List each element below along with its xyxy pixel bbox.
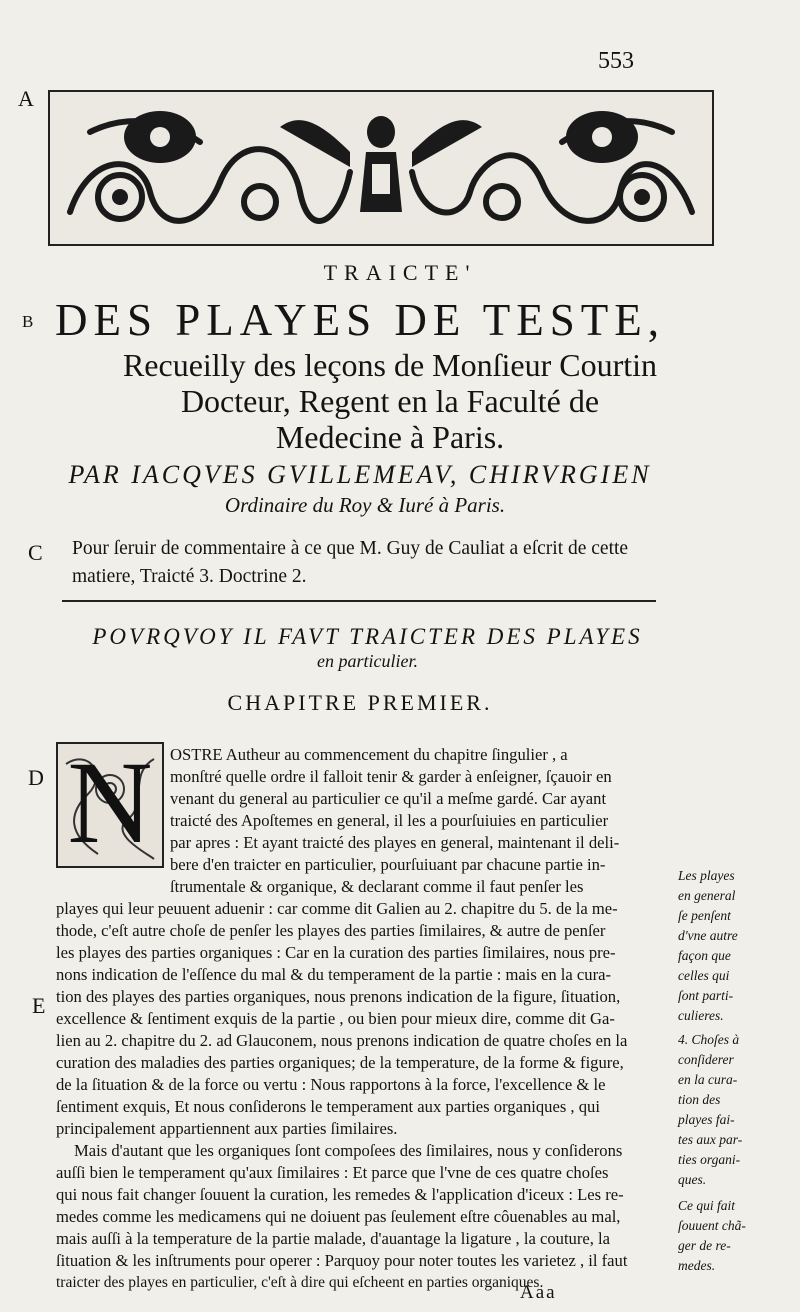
text-line: principalement appartiennent aux parties ſimilaires. <box>56 1119 398 1138</box>
side-note: medes. <box>678 1258 716 1273</box>
commentary-note-line-2: matiere, Traicté 3. Doctrine 2. <box>72 566 307 587</box>
text-line: playes qui leur peuuent aduenir : car comme dit Galien au 2. chapitre du 5. de la me- <box>56 899 618 918</box>
side-note: ſont parti- <box>678 988 734 1003</box>
text-line: tion des playes des parties organiques, nous prenons indication de la figure, ſituation, <box>56 987 621 1006</box>
side-note: ties organi- <box>678 1152 741 1167</box>
side-note: playes fai- <box>678 1112 735 1127</box>
author-line: PAR IACQVES GVILLEMEAV, CHIRVRGIEN <box>68 460 652 489</box>
margin-letter-a: A <box>18 86 34 111</box>
title-small: TRAICTE' <box>323 260 477 285</box>
side-note: d'vne autre <box>678 928 738 943</box>
subtitle-line-2: Docteur, Regent en la Faculté de <box>180 383 600 419</box>
chapter-heading: POVRQVOY IL FAVT TRAICTER DES PLAYES <box>92 624 643 649</box>
side-note: ſe penſent <box>678 908 731 923</box>
signature-mark: Aaa <box>520 1282 557 1303</box>
text-line: nons indication de l'eſſence du mal & du temperament de la partie : mais en la cura- <box>56 965 611 984</box>
subtitle-line-3: Medecine à Paris. <box>275 419 505 455</box>
text-line: ſentiment exquis, Et nous conſiderons le temperament aux parties organiques , qui <box>56 1097 600 1116</box>
initial-letter: N <box>67 742 153 868</box>
side-note: ger de re- <box>678 1238 731 1253</box>
side-note: façon que <box>678 948 731 963</box>
side-note: en general <box>678 888 736 903</box>
text-line: traicté des Apoſtemes en general, il les a pourſuiuies en particulier <box>170 811 609 830</box>
text-line: qui nous fait changer ſouuent la curation, les remedes & l'application d'iceux : Les re- <box>56 1185 624 1204</box>
side-note: ſouuent chã- <box>678 1218 746 1233</box>
page-number: 553 <box>598 48 634 74</box>
text-line: ſituation & les inſtruments pour operer : Parquoy pour noter toutes les varietez , il faut <box>56 1251 628 1270</box>
text-line: Mais d'autant que les organiques ſont compoſees des ſimilaires, nous y conſiderons <box>74 1141 623 1160</box>
side-note: 4. Choſes à <box>678 1032 740 1047</box>
decorated-initial <box>56 742 164 868</box>
text-line: medes comme les medicamens qui ne doiuent pas ſeulement eſtre côuenables au mal, <box>56 1207 621 1226</box>
side-note: tion des <box>678 1092 721 1107</box>
text-line: ſtrumentale & organique, & declarant comme il faut penſer les <box>170 877 584 896</box>
subtitle-line-1: Recueilly des leçons de Monſieur Courtin <box>122 347 658 383</box>
text-line: excellence & ſentiment exquis de la partie , ou bien pour mieux dire, comme dit Ga- <box>56 1009 615 1028</box>
margin-letter-c: C <box>28 540 43 565</box>
chapter-title: CHAPITRE PREMIER. <box>227 690 493 715</box>
chapter-heading-sub: en particulier. <box>317 651 418 671</box>
text-line: monſtré quelle ordre il falloit tenir & garder à enſeigner, ſçauoir en <box>170 767 612 786</box>
text-line: mais auſſi à la temperature de la partie malade, d'auantage la ligature , la couture, la <box>56 1229 611 1248</box>
side-note: Les playes <box>678 868 735 883</box>
text-line: par apres : Et ayant traicté des playes en general, maintenant il deli- <box>170 833 620 852</box>
text-line: curation des maladies des parties organiques; de la temperature, de la forme & figure, <box>56 1053 624 1072</box>
text-line: bere d'en traicter en particulier, pourſuiuant par chacune partie in- <box>170 855 606 874</box>
side-note: ques. <box>678 1172 707 1187</box>
ornament-scrollwork-icon <box>50 92 712 244</box>
side-note: en la cura- <box>678 1072 738 1087</box>
text-line: venant du general au particulier ce qu'il a meſme gardé. Car ayant <box>170 789 607 808</box>
side-note: culieres. <box>678 1008 724 1023</box>
margin-letter-d: D <box>28 765 44 790</box>
text-line: lien au 2. chapitre du 2. ad Glauconem, nous prenons indication de quatre choſes en la <box>56 1031 628 1050</box>
margin-letter-b: B <box>22 312 34 331</box>
margin-letter-e: E <box>32 993 46 1018</box>
side-note: conſiderer <box>678 1052 734 1067</box>
commentary-note-line-1: Pour ſeruir de commentaire à ce que M. Guy de Cauliat a eſcrit de cette <box>72 538 629 559</box>
text-line: auſſi bien le temperament qu'aux ſimilaires : Et parce que l'vne de ces quatre choſes <box>56 1163 609 1182</box>
ornamental-headpiece <box>48 90 714 246</box>
author-title-line: Ordinaire du Roy & Iuré à Paris. <box>224 493 506 517</box>
text-line: thode, c'eſt autre choſe de penſer les playes des parties ſimilaires, & autre de penſer <box>56 921 606 940</box>
main-title: DES PLAYES DE TESTE, <box>54 295 666 345</box>
text-line: de la ſituation & de la force ou vertu : Nous rapportons à la force, l'excellence & le <box>56 1075 606 1094</box>
side-note: celles qui <box>678 968 730 983</box>
text-line: les playes des parties organiques : Car en la curation des parties ſimilaires, nous pre- <box>56 943 616 962</box>
text-line: traicter des playes en particulier, c'eſt à dire qui eſcheent en parties organiques. <box>56 1274 544 1291</box>
side-note: Ce qui fait <box>678 1198 735 1213</box>
side-note: tes aux par- <box>678 1132 743 1147</box>
divider-rule <box>62 600 656 602</box>
text-line: OSTRE Autheur au commencement du chapitre ſingulier , a <box>170 745 568 764</box>
